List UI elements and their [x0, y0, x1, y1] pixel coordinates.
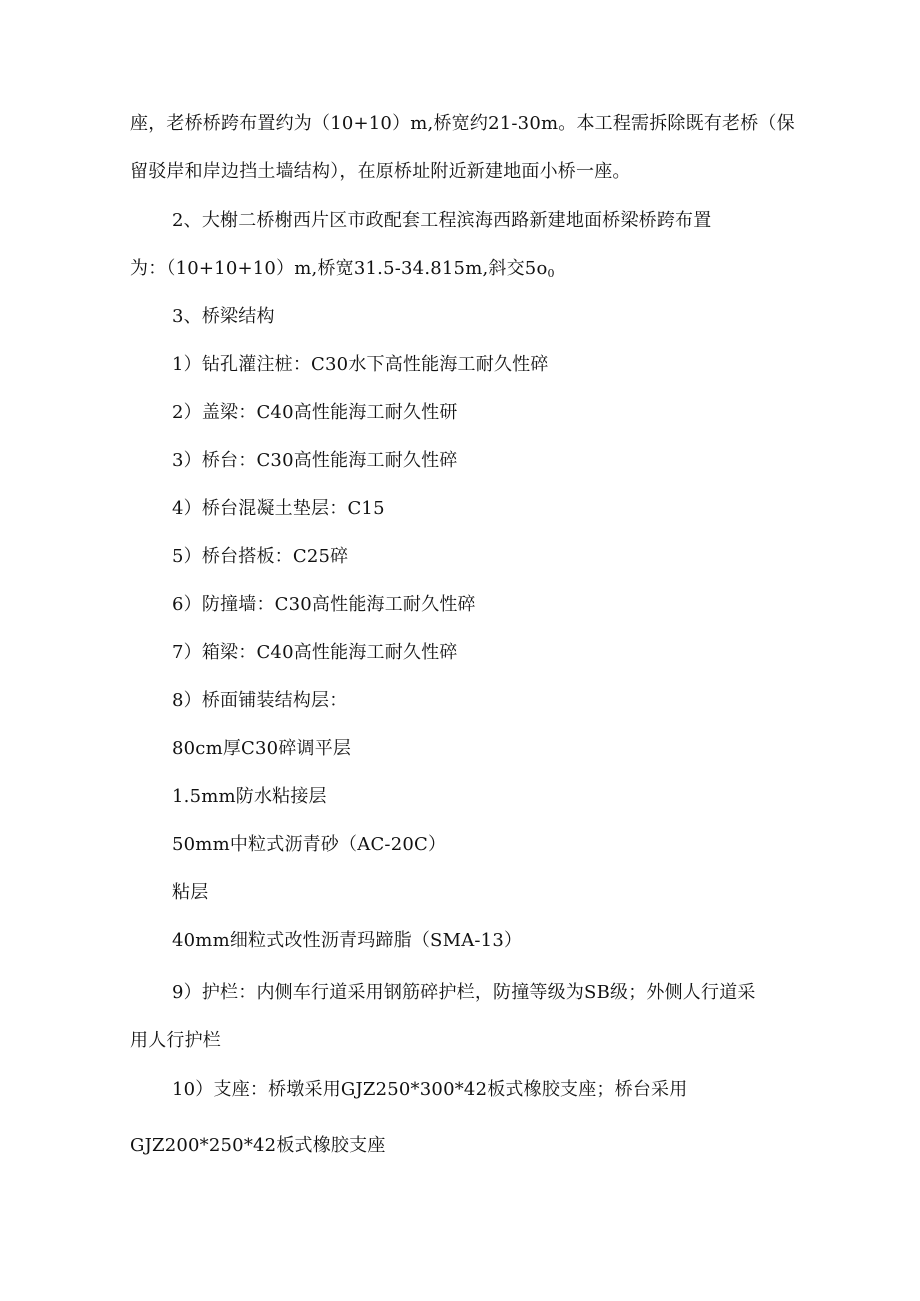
item-9-line-1: 9）护栏：内侧车行道采用钢筋碎护栏，防撞等级为SB级；外侧人行道采 [172, 982, 756, 1003]
section-2-line-2 [130, 257, 555, 286]
item-3: 3）桥台：C30高性能海工耐久性碎 [172, 450, 458, 471]
paving-layer-2: 1.5mm防水粘接层 [172, 786, 327, 807]
item-5: 5）桥台搭板：C25碎 [172, 546, 349, 567]
subscript-zero: 0 [547, 267, 555, 280]
paving-layer-5: 40mm细粒式改性沥青玛蹄脂（SMA-13） [172, 930, 523, 951]
item-2: 2）盖梁：C40高性能海工耐久性研 [172, 402, 458, 423]
item-1: 1）钻孔灌注桩：C30水下高性能海工耐久性碎 [172, 354, 549, 375]
paving-layer-1: 80cm厚C30碎调平层 [172, 738, 352, 759]
item-4: 4）桥台混凝土垫层：C15 [172, 498, 385, 519]
paragraph-line-1: 座，老桥桥跨布置约为（10+10）m,桥宽约21-30m。本工程需拆除既有老桥（保 [130, 113, 795, 134]
item-8: 8）桥面铺装结构层： [172, 690, 348, 711]
item-10-line-2: GJZ200*250*42板式橡胶支座 [130, 1135, 386, 1156]
section-3-heading: 3、桥梁结构 [172, 306, 275, 327]
paragraph-line-2: 留驳岸和岸边挡土墙结构），在原桥址附近新建地面小桥一座。 [130, 161, 631, 182]
item-7: 7）箱梁：C40高性能海工耐久性碎 [172, 642, 458, 663]
item-6: 6）防撞墙：C30高性能海工耐久性碎 [172, 594, 476, 615]
paving-layer-3: 50mm中粒式沥青砂（AC-20C） [172, 834, 447, 855]
section-2-line-1: 2、大榭二桥榭西片区市政配套工程滨海西路新建地面桥梁桥跨布置 [172, 210, 712, 231]
item-10-line-1: 10）支座：桥墩采用GJZ250*300*42板式橡胶支座；桥台采用 [172, 1079, 688, 1100]
paving-layer-4: 粘层 [172, 882, 209, 903]
item-9-line-2: 用人行护栏 [130, 1030, 221, 1051]
section-2-line-2-text: 为：（10+10+10）m,桥宽31.5-34.815m,斜交5o [130, 258, 548, 279]
